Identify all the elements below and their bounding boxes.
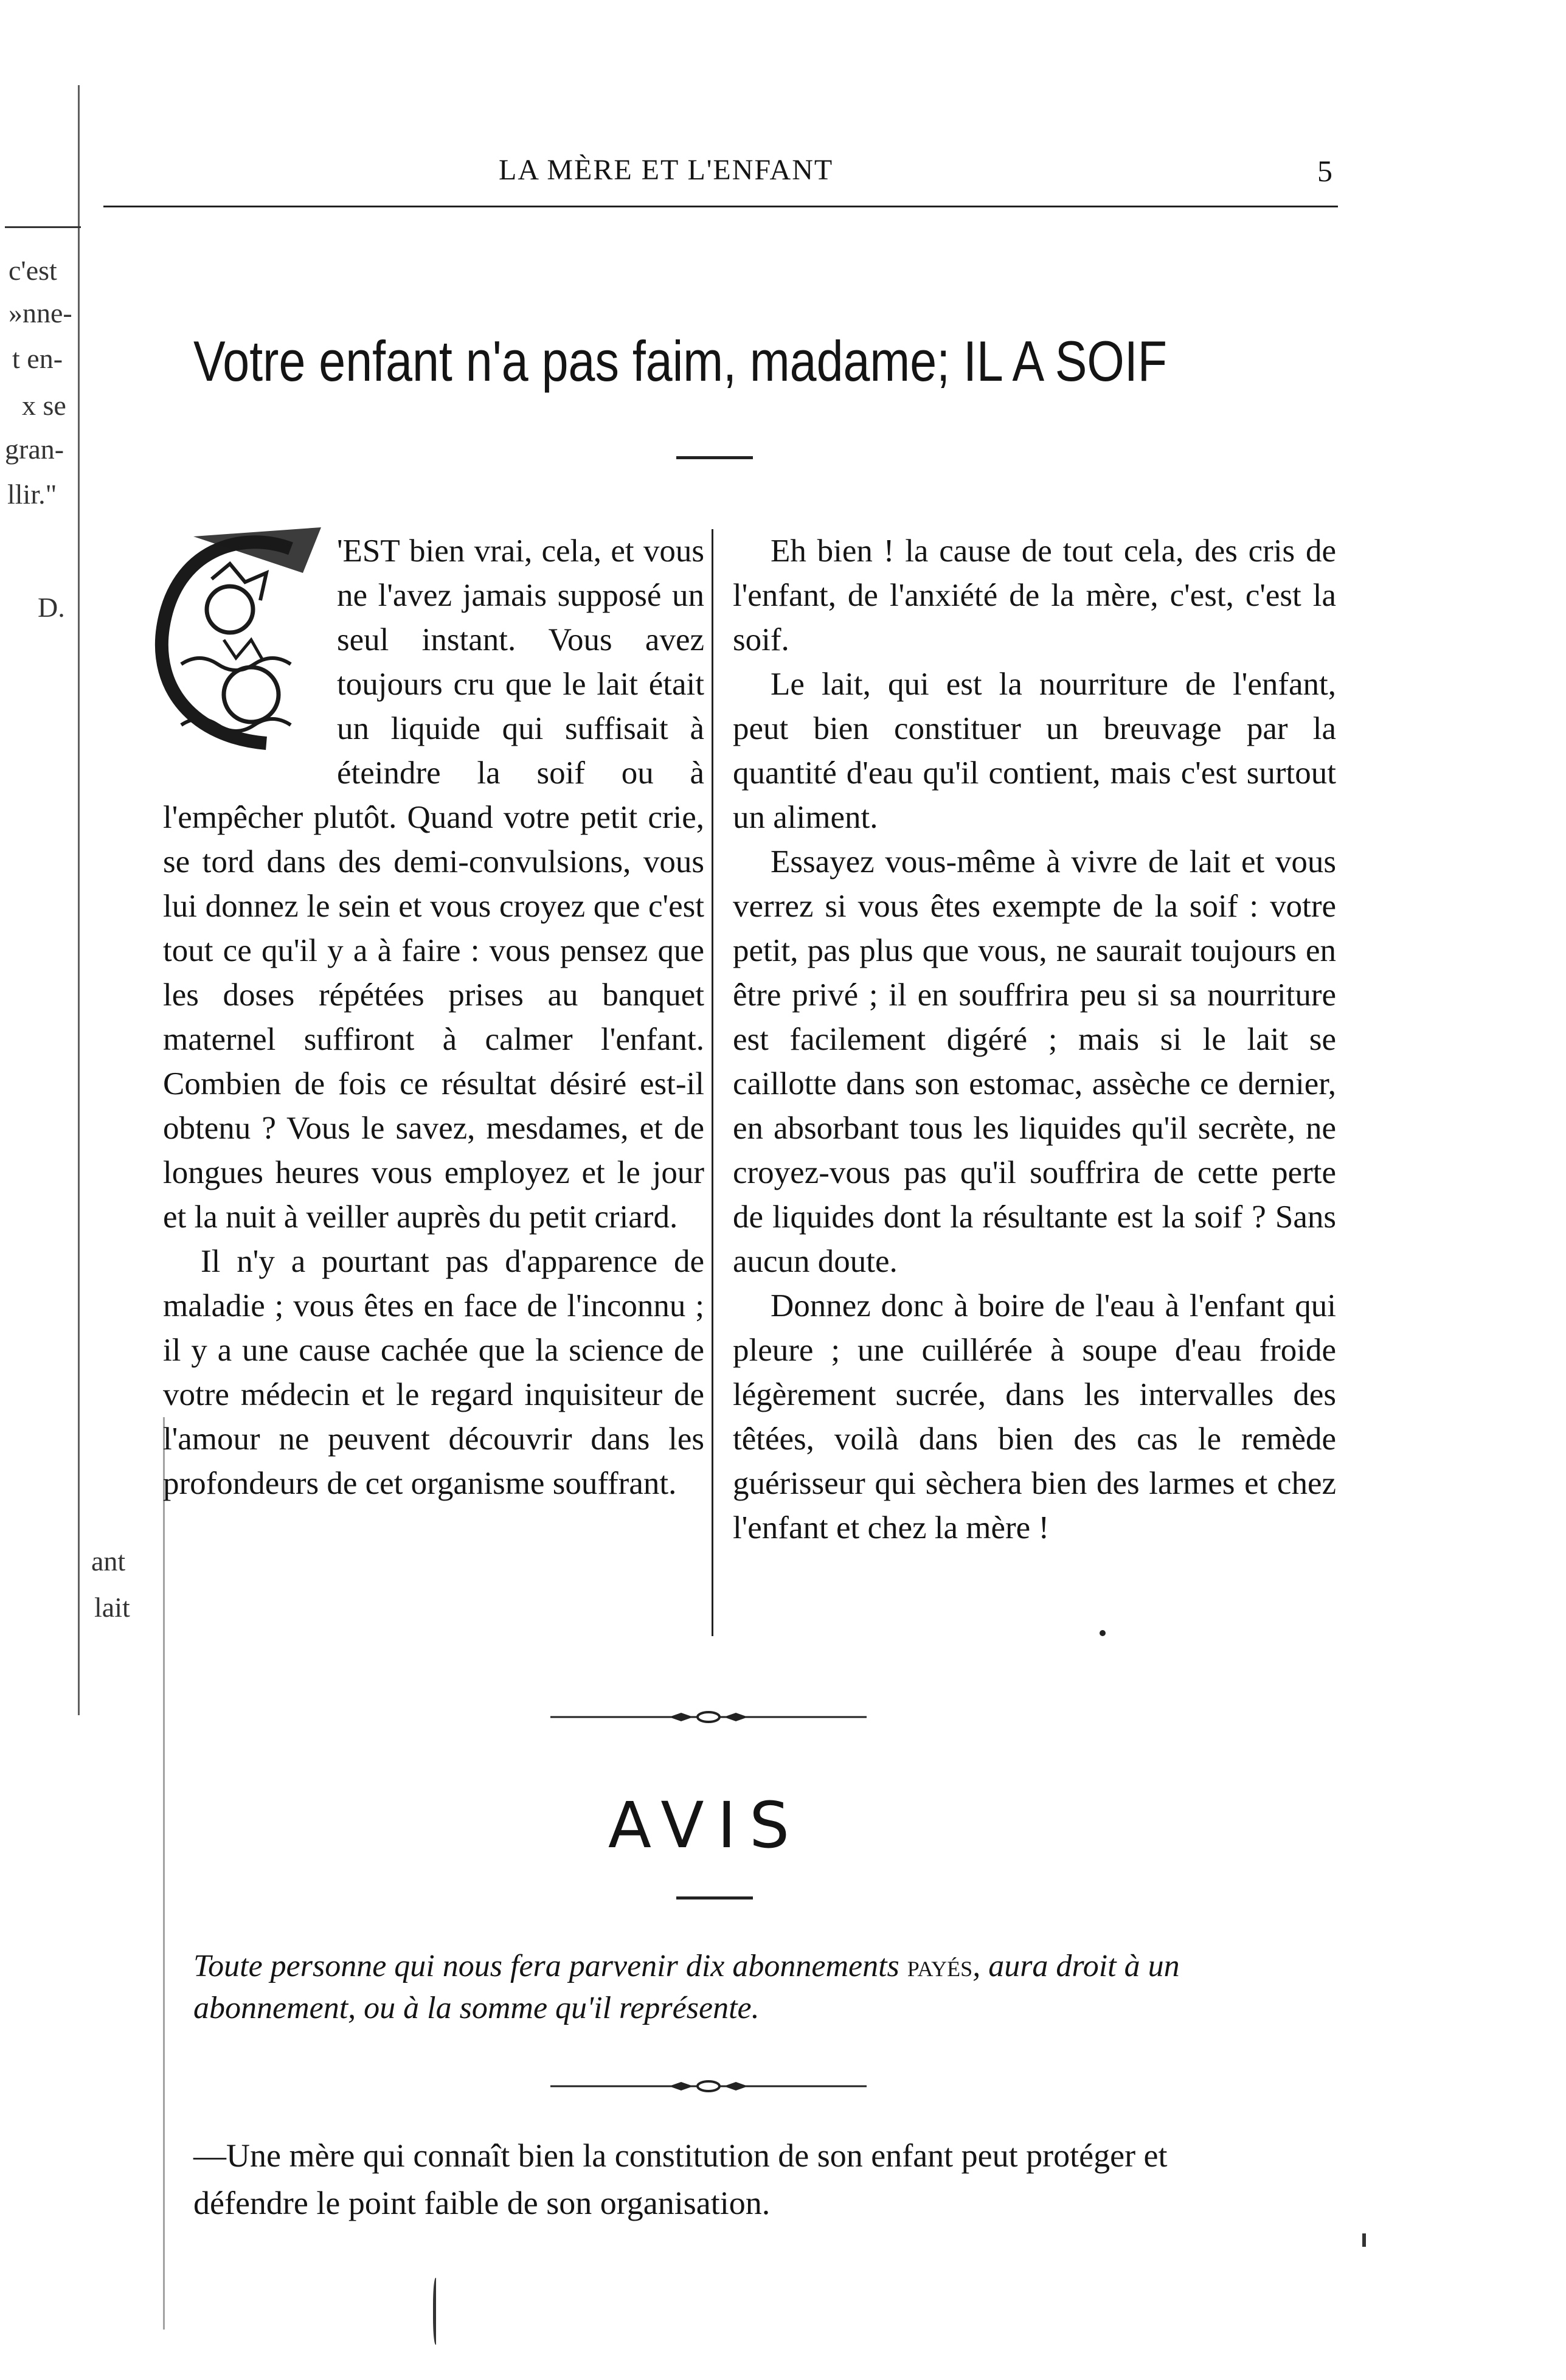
article-paragraph: Donnez donc à boire de l'eau à l'enfant qui pleure ; une cuillérée à soupe d'eau froide légèrement sucrée, dans les intervalles des têtées, voilà dans bien des cas le remède guérisseur qui sèchera bien des larmes et chez l'enfant et chez la mère ! xyxy=(733,1288,1336,1546)
ornamental-separator-icon xyxy=(550,2077,867,2095)
edge-fragment: lait xyxy=(94,1592,130,1623)
running-header-title: LA MÈRE ET L'ENFANT xyxy=(499,154,834,186)
avis-line-1 xyxy=(193,1943,1337,1990)
stray-mark xyxy=(1362,2233,1366,2247)
stray-mark xyxy=(433,2278,440,2345)
article-paragraph: Eh bien ! la cause de tout cela, des cris de l'enfant, de l'anxiété de la mère, c'est, c'est la soif. xyxy=(733,533,1336,657)
edge-fragment: »nne- xyxy=(9,297,72,328)
closing-note xyxy=(193,2132,1349,2227)
binding-edge xyxy=(78,85,80,1715)
article-right-column xyxy=(733,529,1336,1550)
avis-heading: AVIS xyxy=(608,1788,803,1862)
avis-text-part: , aura droit à un xyxy=(972,1949,1180,1983)
opening-text: bien vrai, cela, et vous ne l'avez jamais supposé un seul instant. Vous avez toujours cru que le lait était un liquide qui xyxy=(337,533,704,746)
avis-rule xyxy=(676,1896,753,1899)
note-line-1: —Une mère qui connaît bien la constitution de son enfant peut protéger et xyxy=(193,2137,1168,2174)
edge-fragment: t en- xyxy=(12,343,63,374)
article-paragraph: Le lait, qui est la nourriture de l'enfant, peut bien constituer un breuvage par la quantité d'eau qu'il contient, mais c'est surtout un aliment. xyxy=(733,667,1336,835)
paragraph-continuation: suffisait à éteindre la soif ou à l'empêcher plutôt. Quand votre petit crie, se tord dans des demi-convulsions, vous lui donnez le sein et vous croyez que c'est tout ce qu'il y a à faire : vous pensez que les doses répétées prises au banquet maternel suffiront à calmer l'enfant. Combien de fois ce résultat désiré est-il obtenu ? Vous le savez, mesdames, et de longues heures vous employez et le jour et la nuit à veiller auprès du petit criard. xyxy=(163,711,704,1235)
article-title: Votre enfant n'a pas faim, madame; IL A SOIF xyxy=(193,329,1167,393)
article-paragraph: Essayez vous-même à vivre de lait et vous verrez si vous êtes exempte de la soif : votre petit, pas plus que vous, ne saurait toujours en être privé ; il en souffrira peu si sa nourriture est facilement digéré ; mais si le lait se caillotte dans son estomac, assèche ce dernier, en absorbant tous les liquides qu'il secrète, ne croyez-vous pas qu'il souffrira de cette perte de liquides dont la résultante est la soif ? Sans aucun doute. xyxy=(733,844,1336,1279)
avis-text-part: Toute personne qui nous fera parvenir dix abonnements xyxy=(193,1949,907,1983)
avis-caps-word: payés xyxy=(907,1949,973,1983)
facing-page-rule xyxy=(5,226,81,228)
ornamental-separator-icon xyxy=(550,1708,867,1726)
article-paragraph: Il n'y a pourtant pas d'apparence de maladie ; vous êtes en face de l'inconnu ; il y a une cause cachée que la science de votre médecin et le regard inquisiteur de l'amour ne peuvent découvrir dans les profondeurs de cet organisme souffrant. xyxy=(163,1244,704,1501)
edge-fragment: gran- xyxy=(5,434,64,465)
stray-dot xyxy=(1100,1630,1106,1636)
title-rule xyxy=(676,456,753,459)
edge-fragment: D. xyxy=(38,592,65,623)
binding-edge-lower xyxy=(163,1417,165,2330)
column-divider xyxy=(712,529,713,1636)
edge-fragment: llir." xyxy=(7,479,57,510)
avis-line-2: abonnement, ou à la somme qu'il représente. xyxy=(193,1991,760,2025)
header-rule xyxy=(103,206,1338,207)
note-line-2: défendre le point faible de son organisation. xyxy=(193,2185,771,2221)
opening-small-caps: 'EST xyxy=(337,533,400,569)
edge-fragment: x se xyxy=(22,390,66,421)
decorated-initial-c-icon xyxy=(139,524,327,762)
edge-fragment: ant xyxy=(91,1546,126,1577)
article-paragraph xyxy=(163,529,704,1240)
edge-fragment: c'est xyxy=(9,255,57,286)
page-number: 5 xyxy=(1317,154,1332,188)
article-left-column xyxy=(163,529,704,1506)
